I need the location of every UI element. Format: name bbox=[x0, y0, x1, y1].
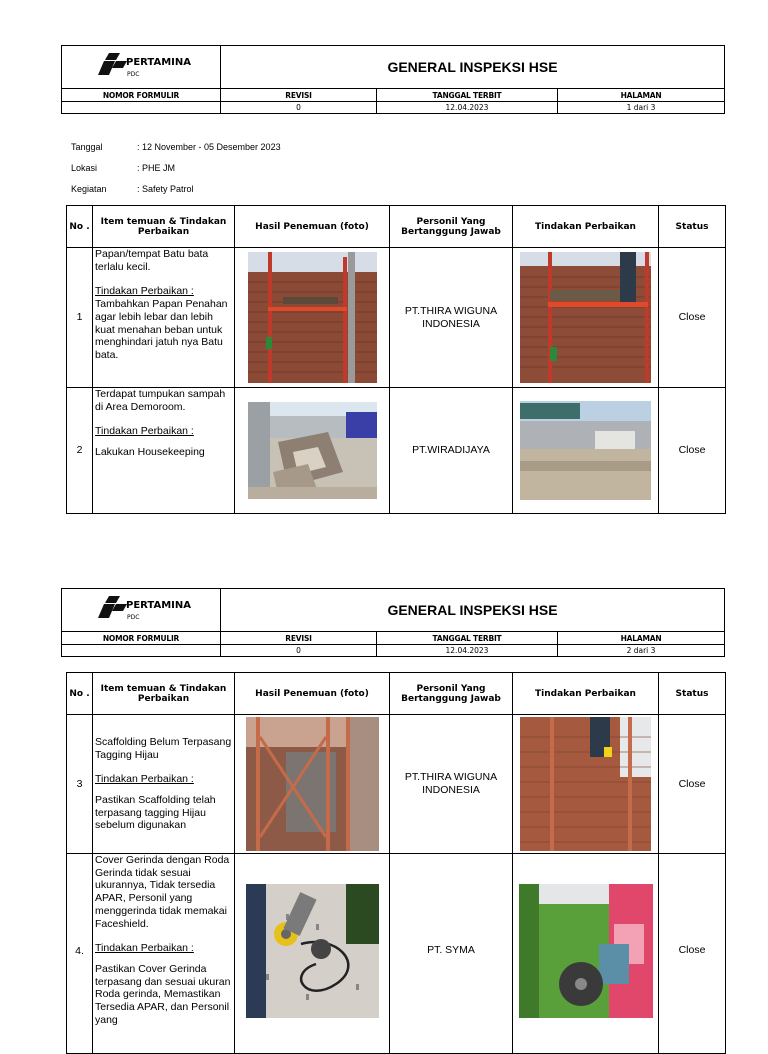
row-item bbox=[93, 388, 235, 514]
form-title: GENERAL INSPEKSI HSE bbox=[221, 46, 725, 89]
action-photo-cell bbox=[513, 248, 659, 388]
value-revisi: 0 bbox=[221, 102, 377, 114]
findings-table-page-2 bbox=[66, 672, 726, 1054]
action-text: Pastikan Cover Gerinda terpasang dan sesuai ukuran Roda gerinda, Memastikan Tersedia APAR, dan Personil yang bbox=[95, 962, 231, 1026]
action-text: Pastikan Scaffolding telah terpasang tagging Hijau sebelum digunakan bbox=[95, 794, 216, 832]
finding-photo-cell bbox=[235, 388, 390, 514]
finding-photo bbox=[248, 252, 377, 383]
findings-table-page-1 bbox=[66, 205, 726, 514]
value-tanggal-terbit: 12.04.2023 bbox=[377, 645, 558, 657]
label-nomor-formulir: NOMOR FORMULIR bbox=[62, 89, 221, 102]
finding-photo bbox=[246, 717, 379, 851]
col-hasil: Hasil Penemuan (foto) bbox=[235, 206, 390, 248]
table-header-row bbox=[67, 673, 726, 715]
responsible-party: PT.THIRA WIGUNA INDONESIA bbox=[390, 715, 513, 854]
form-header-page-1 bbox=[61, 45, 725, 114]
action-label: Tindakan Perbaikan : bbox=[95, 773, 194, 786]
finding-text: Cover Gerinda dengan Roda Gerinda tidak sesuai ukurannya, Tidak tersedia APAR, Personil yang menggerinda tidak memakai Faceshield. bbox=[95, 854, 230, 930]
brand-name: PERTAMINA bbox=[126, 600, 191, 611]
table-row bbox=[67, 715, 726, 854]
action-label: Tindakan Perbaikan : bbox=[95, 942, 194, 955]
action-label: Tindakan Perbaikan : bbox=[95, 285, 194, 298]
row-number: 1 bbox=[67, 248, 93, 388]
col-status: Status bbox=[659, 206, 726, 248]
logo-cell bbox=[62, 46, 221, 89]
action-photo bbox=[520, 401, 651, 500]
status-badge: Close bbox=[659, 715, 726, 854]
brand-name: PERTAMINA bbox=[126, 57, 191, 68]
row-item bbox=[93, 715, 235, 854]
action-photo bbox=[520, 252, 651, 383]
col-tindakan: Tindakan Perbaikan bbox=[513, 206, 659, 248]
label-revisi: REVISI bbox=[221, 89, 377, 102]
finding-photo bbox=[248, 402, 377, 499]
status-badge: Close bbox=[659, 854, 726, 1054]
label-revisi: REVISI bbox=[221, 632, 377, 645]
col-item: Item temuan & Tindakan Perbaikan bbox=[93, 673, 235, 715]
finding-text: Papan/tempat Batu bata terlalu kecil. bbox=[95, 248, 209, 273]
meta-kegiatan-value: : Safety Patrol bbox=[137, 184, 194, 194]
value-tanggal-terbit: 12.04.2023 bbox=[377, 102, 558, 114]
label-tanggal-terbit: TANGGAL TERBIT bbox=[377, 632, 558, 645]
col-personil: Personil Yang Bertanggung Jawab bbox=[390, 673, 513, 715]
table-row bbox=[67, 248, 726, 388]
responsible-party: PT.THIRA WIGUNA INDONESIA bbox=[390, 248, 513, 388]
finding-photo-cell bbox=[235, 248, 390, 388]
col-no: No . bbox=[67, 206, 93, 248]
finding-photo bbox=[246, 884, 379, 1018]
row-item bbox=[93, 248, 235, 388]
form-title: GENERAL INSPEKSI HSE bbox=[221, 589, 725, 632]
row-number: 2 bbox=[67, 388, 93, 514]
finding-photo-cell bbox=[235, 715, 390, 854]
label-tanggal-terbit: TANGGAL TERBIT bbox=[377, 89, 558, 102]
responsible-party: PT.WIRADIJAYA bbox=[390, 388, 513, 514]
action-photo-cell bbox=[513, 715, 659, 854]
brand-sub: PDC bbox=[127, 614, 140, 621]
meta-tanggal-label: Tanggal bbox=[71, 142, 103, 152]
meta-lokasi-label: Lokasi bbox=[71, 163, 98, 173]
table-row bbox=[67, 388, 726, 514]
col-tindakan: Tindakan Perbaikan bbox=[513, 673, 659, 715]
col-personil: Personil Yang Bertanggung Jawab bbox=[390, 206, 513, 248]
value-halaman: 1 dari 3 bbox=[558, 102, 725, 114]
table-header-row bbox=[67, 206, 726, 248]
label-nomor-formulir: NOMOR FORMULIR bbox=[62, 632, 221, 645]
col-status: Status bbox=[659, 673, 726, 715]
pertamina-logo-icon bbox=[96, 53, 128, 75]
action-photo-cell bbox=[513, 388, 659, 514]
finding-text: Scaffolding Belum Terpasang Tagging Hijau bbox=[95, 735, 232, 761]
action-photo bbox=[520, 717, 651, 851]
action-label: Tindakan Perbaikan : bbox=[95, 425, 194, 438]
meta-tanggal bbox=[71, 142, 281, 152]
form-header-page-2 bbox=[61, 588, 725, 657]
brand-sub: PDC bbox=[127, 71, 140, 78]
row-number: 3 bbox=[67, 715, 93, 854]
action-text: Lakukan Housekeeping bbox=[95, 446, 205, 459]
value-revisi: 0 bbox=[221, 645, 377, 657]
value-halaman: 2 dari 3 bbox=[558, 645, 725, 657]
col-hasil: Hasil Penemuan (foto) bbox=[235, 673, 390, 715]
meta-kegiatan-label: Kegiatan bbox=[71, 184, 107, 194]
col-no: No . bbox=[67, 673, 93, 715]
value-nomor-formulir bbox=[62, 102, 221, 114]
meta-lokasi bbox=[71, 163, 175, 173]
value-nomor-formulir bbox=[62, 645, 221, 657]
responsible-party: PT. SYMA bbox=[390, 854, 513, 1054]
label-halaman: HALAMAN bbox=[558, 89, 725, 102]
finding-text: Terdapat tumpukan sampah di Area Demoroom. bbox=[95, 388, 226, 413]
label-halaman: HALAMAN bbox=[558, 632, 725, 645]
status-badge: Close bbox=[659, 248, 726, 388]
logo-cell bbox=[62, 589, 221, 632]
action-photo bbox=[519, 884, 653, 1018]
status-badge: Close bbox=[659, 388, 726, 514]
meta-tanggal-value: : 12 November - 05 Desember 2023 bbox=[137, 142, 281, 152]
action-text: Tambahkan Papan Penahan agar lebih lebar dan lebih kuat menahan beban untuk menghindari jatuh nya Batu bata. bbox=[95, 298, 228, 361]
pertamina-logo-icon bbox=[96, 596, 128, 618]
meta-lokasi-value: : PHE JM bbox=[137, 163, 176, 173]
col-item: Item temuan & Tindakan Perbaikan bbox=[93, 206, 235, 248]
meta-kegiatan bbox=[71, 184, 194, 194]
row-number: 4. bbox=[67, 854, 93, 1054]
